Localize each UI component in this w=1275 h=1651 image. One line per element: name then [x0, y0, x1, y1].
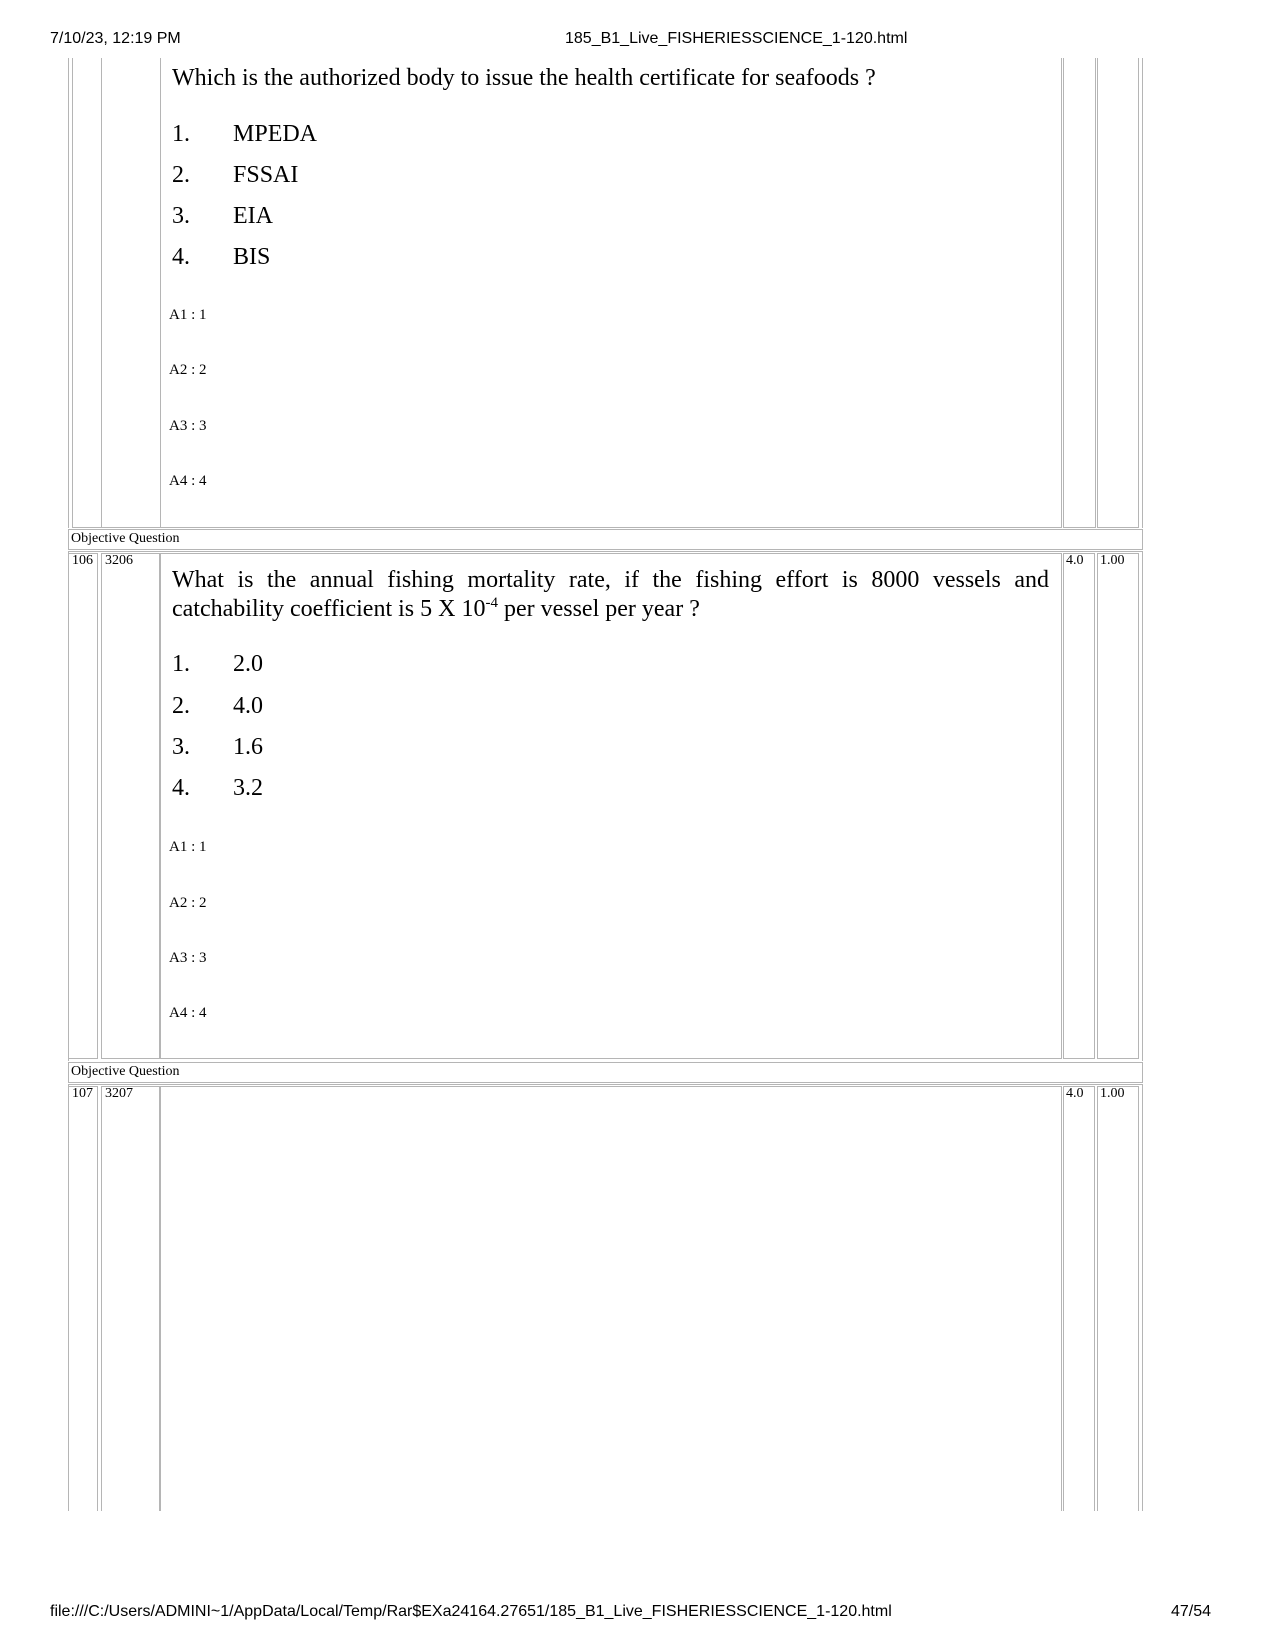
negative-marks: 1.00: [1100, 553, 1125, 568]
option-number: 2.: [172, 162, 190, 188]
answer-key-2: A2 : 2: [169, 362, 207, 378]
option-4: [172, 775, 263, 802]
sno-cell: [72, 58, 102, 528]
qid-cell: [101, 553, 160, 1059]
sno-cell: [68, 1086, 98, 1511]
table-border: [68, 551, 1143, 552]
page-number: 47/54: [1171, 1603, 1212, 1620]
option-1: [172, 121, 317, 148]
option-number: 4.: [172, 775, 190, 801]
file-path: file:///C:/Users/ADMINI~1/AppData/Local/Temp/Rar$EXa24164.27651/185_B1_Live_FISHERIESSCIENCE_1-120.html: [50, 1603, 892, 1620]
answer-key-1: A1 : 1: [169, 307, 207, 323]
question-type-label: Objective Question: [71, 531, 180, 546]
answer-key-1: A1 : 1: [169, 839, 207, 855]
option-number: 3.: [172, 734, 190, 760]
option-number: 2.: [172, 693, 190, 719]
marks: 4.0: [1066, 553, 1084, 568]
serial-number: 106: [72, 553, 93, 568]
question-id: 3206: [105, 553, 133, 568]
option-text: EIA: [233, 203, 273, 229]
qid-cell: [101, 58, 161, 528]
marks-cell: [1063, 58, 1096, 528]
table-border: [68, 1084, 1143, 1085]
marks-cell: [1063, 1086, 1095, 1511]
question-text-part: per vessel per year ?: [497, 596, 700, 622]
option-3: [172, 203, 273, 230]
answer-key-3: A3 : 3: [169, 950, 207, 966]
question-id: 3207: [105, 1086, 133, 1101]
exponent: -4: [485, 595, 498, 611]
option-text: 2.0: [233, 651, 263, 677]
print-datetime: 7/10/23, 12:19 PM: [50, 30, 181, 47]
answer-key-2: A2 : 2: [169, 895, 207, 911]
question-cell: [160, 553, 1062, 1059]
question-text-part: What is the annual fishing mortality rate, if the fishing effort is 8000 vessels and catchability coefficient is 5 X 10: [172, 567, 1049, 622]
question-type-row: [68, 1062, 1143, 1083]
option-number: 1.: [172, 121, 190, 147]
negative-cell: [1097, 1086, 1139, 1511]
negative-cell: [1097, 58, 1139, 528]
option-number: 1.: [172, 651, 190, 677]
option-2: [172, 693, 263, 720]
negative-marks: 1.00: [1100, 1086, 1125, 1101]
table-border: [1142, 1084, 1143, 1511]
negative-cell: [1097, 553, 1139, 1059]
question-type-label: Objective Question: [71, 1064, 180, 1079]
marks-cell: [1063, 553, 1095, 1059]
question-type-row: [68, 529, 1143, 550]
option-3: [172, 734, 263, 761]
question-text: [172, 566, 1049, 624]
option-1: [172, 651, 263, 678]
answer-key-4: A4 : 4: [169, 473, 207, 489]
serial-number: 107: [72, 1086, 93, 1101]
sno-cell: [68, 553, 98, 1059]
question-text: Which is the authorized body to issue the health certificate for seafoods ?: [172, 65, 876, 91]
question-cell: [160, 1086, 1062, 1511]
marks: 4.0: [1066, 1086, 1084, 1101]
option-number: 4.: [172, 244, 190, 270]
option-text: MPEDA: [233, 121, 318, 147]
table-border: [1142, 551, 1143, 1061]
qid-cell: [101, 1086, 160, 1511]
answer-key-3: A3 : 3: [169, 418, 207, 434]
option-text: FSSAI: [233, 162, 299, 188]
option-4: [172, 244, 270, 271]
option-2: [172, 162, 298, 189]
document-title: 185_B1_Live_FISHERIESSCIENCE_1-120.html: [565, 30, 908, 47]
table-border: [68, 58, 69, 528]
table-border: [1142, 58, 1143, 528]
option-number: 3.: [172, 203, 190, 229]
answer-key-4: A4 : 4: [169, 1005, 207, 1021]
option-text: BIS: [233, 244, 271, 270]
option-text: 3.2: [233, 775, 263, 801]
option-text: 4.0: [233, 693, 263, 719]
option-text: 1.6: [233, 734, 263, 760]
